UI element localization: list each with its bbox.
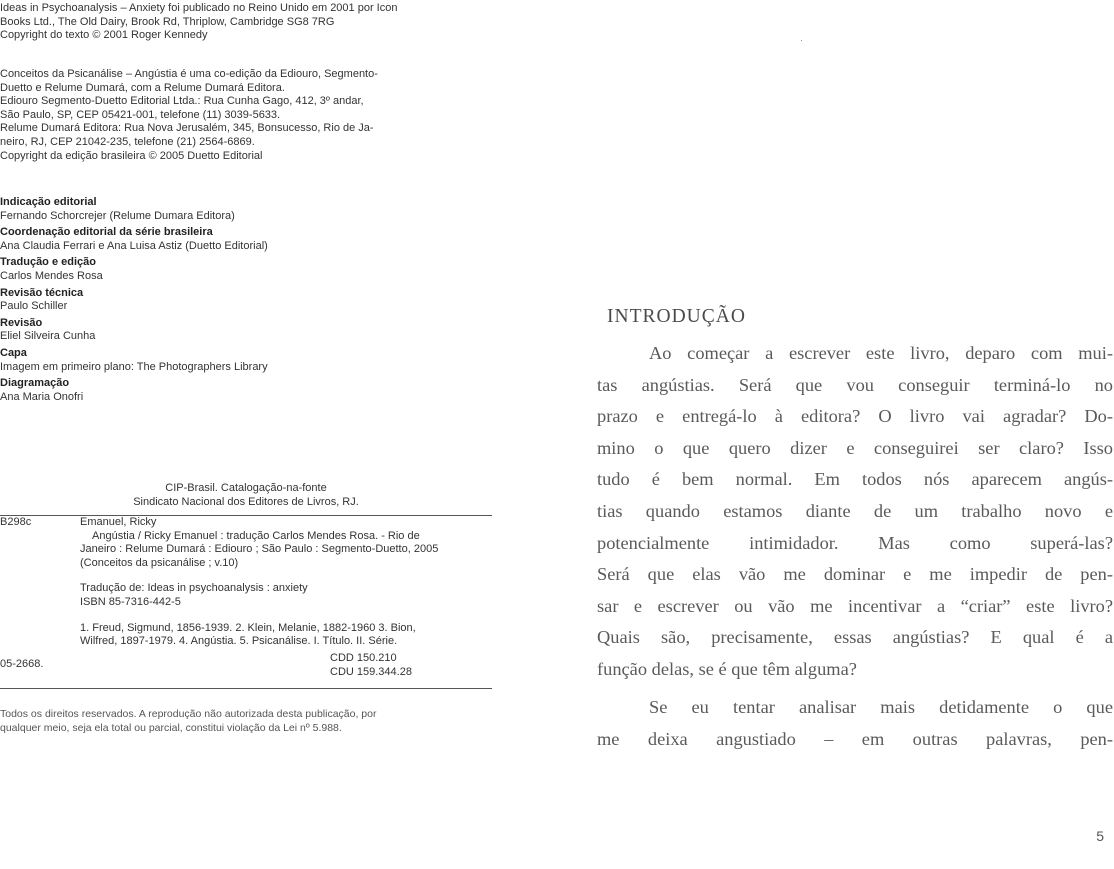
- imprint-block: [0, 2, 500, 43]
- imprint-line: Books Ltd., The Old Dairy, Brook Rd, Thriplow, Cambridge SG8 7RG: [0, 15, 335, 28]
- rights-line: Todos os direitos reservados. A reprodução não autorizada desta publicação, por: [0, 708, 377, 720]
- credit-role: Indicação editorial: [0, 196, 97, 208]
- text-line: Quais são, precisamente, essas angústias? E qual é a: [597, 627, 1113, 648]
- credit-role: Revisão técnica: [0, 286, 84, 299]
- credit-role: Coordenação editorial da série brasileira: [0, 226, 213, 239]
- cip-record: [80, 516, 492, 649]
- text-line: tias quando estamos diante de um trabalho novo e: [597, 500, 1113, 521]
- coedition-line: Relume Dumará Editora: Rua Nova Jerusalém, 345, Bonsucesso, Rio de Ja-: [0, 122, 374, 135]
- cip-subjects-line: 1. Freud, Sigmund, 1856-1939. 2. Klein, Melanie, 1882-1960 3. Bion,: [80, 621, 416, 634]
- page-number: 5: [1096, 828, 1104, 844]
- coedition-line: neiro, RJ, CEP 21042-235, telefone (21) 2564-6869.: [0, 135, 255, 148]
- paragraph-2: [597, 692, 1113, 755]
- coedition-line: Copyright da edição brasileira © 2005 Duetto Editorial: [0, 149, 263, 162]
- cip-isbn: ISBN 85-7316-442-5: [80, 595, 181, 608]
- coedition-line: São Paulo, SP, CEP 05421-001, telefone (11) 3039-5633.: [0, 108, 281, 121]
- page-speck: [801, 40, 802, 41]
- cip-description-line: Janeiro : Relume Dumará : Ediouro ; São Paulo : Segmento-Duetto, 2005: [80, 543, 439, 556]
- credit-name: Ana Maria Onofri: [0, 390, 84, 403]
- paragraph-1: [597, 338, 1113, 686]
- text-line: Será que elas vão me dominar e me impedir de pen-: [597, 564, 1113, 585]
- chapter-title: INTRODUÇÃO: [607, 306, 746, 327]
- cip-cdu: CDU 159.344.28: [330, 665, 412, 678]
- cip-bottom-rule: [0, 688, 492, 689]
- cip-catalog-card: [0, 482, 492, 734]
- copyright-page: [0, 0, 520, 869]
- text-line: prazo e entregá-lo à editora? O livro vai agradar? Do-: [597, 406, 1113, 427]
- cip-cdd: CDD 150.210: [330, 652, 397, 664]
- cip-code: B298c: [0, 516, 32, 528]
- cip-translation-of: Tradução de: Ideas in psychoanalysis : anxiety: [80, 582, 308, 595]
- introduction-page: [555, 0, 1114, 869]
- cip-number: 05-2668.: [0, 658, 44, 670]
- coedition-line: Duetto e Relume Dumará, com a Relume Dumará Editora.: [0, 81, 285, 94]
- credit-role: Capa: [0, 346, 27, 359]
- credit-name: Carlos Mendes Rosa: [0, 269, 103, 282]
- text-line: mino o que quero dizer e conseguirei ser claro? Isso: [597, 437, 1113, 458]
- credit-role: Diagramação: [0, 377, 70, 390]
- credit-name: Eliel Silveira Cunha: [0, 330, 96, 343]
- credit-role: Tradução e edição: [0, 256, 96, 269]
- credit-name: Imagem em primeiro plano: The Photographers Library: [0, 360, 268, 373]
- cip-class-codes: [330, 652, 412, 679]
- rights-line: qualquer meio, seja ela total ou parcial, constitui violação da Lei nº 5.988.: [0, 721, 342, 734]
- credit-name: Paulo Schiller: [0, 300, 68, 313]
- cip-description-line: Angústia / Ricky Emanuel : tradução Carlos Mendes Rosa. - Rio de: [92, 529, 420, 542]
- rights-notice: [0, 708, 492, 735]
- cip-header: CIP-Brasil. Catalogação-na-fonte: [165, 482, 327, 494]
- credit-name: Fernando Schorcrejer (Relume Dumara Editora): [0, 209, 235, 222]
- text-line: tudo é bem normal. Em todos nós aparecem angús-: [597, 469, 1113, 490]
- cip-description-line: (Conceitos da psicanálise ; v.10): [80, 556, 239, 569]
- text-line: me deixa angustiado – em outras palavras, pen-: [597, 728, 1113, 749]
- text-line: Ao começar a escrever este livro, deparo com mui-: [649, 343, 1113, 363]
- imprint-line: Ideas in Psychoanalysis – Anxiety foi publicado no Reino Unido em 2001 por Icon: [0, 2, 398, 14]
- cip-header: Sindicato Nacional dos Editores de Livros, RJ.: [133, 495, 359, 508]
- credits-block: [0, 196, 500, 404]
- cip-author: Emanuel, Ricky: [80, 516, 157, 528]
- coedition-line: Conceitos da Psicanálise – Angústia é uma co-edição da Ediouro, Segmento-: [0, 68, 378, 80]
- text-line: potencialmente intimidador. Mas como superá-las?: [597, 532, 1113, 553]
- text-line: tas angústias. Será que vou conseguir terminá-lo no: [597, 374, 1113, 395]
- text-line: função delas, se é que têm alguma?: [597, 658, 857, 679]
- coedition-line: Ediouro Segmento-Duetto Editorial Ltda.: Rua Cunha Gago, 412, 3º andar,: [0, 95, 364, 108]
- credit-name: Ana Claudia Ferrari e Ana Luisa Astiz (Duetto Editorial): [0, 239, 268, 252]
- credit-role: Revisão: [0, 316, 43, 329]
- text-line: sar e escrever ou vão me incentivar a “criar” este livro?: [597, 595, 1113, 616]
- imprint-line: Copyright do texto © 2001 Roger Kennedy: [0, 29, 208, 42]
- text-line: Se eu tentar analisar mais detidamente o que: [649, 697, 1113, 717]
- coedition-block: [0, 68, 500, 163]
- cip-subjects-line: Wilfred, 1897-1979. 4. Angústia. 5. Psicanálise. I. Título. II. Série.: [80, 635, 398, 648]
